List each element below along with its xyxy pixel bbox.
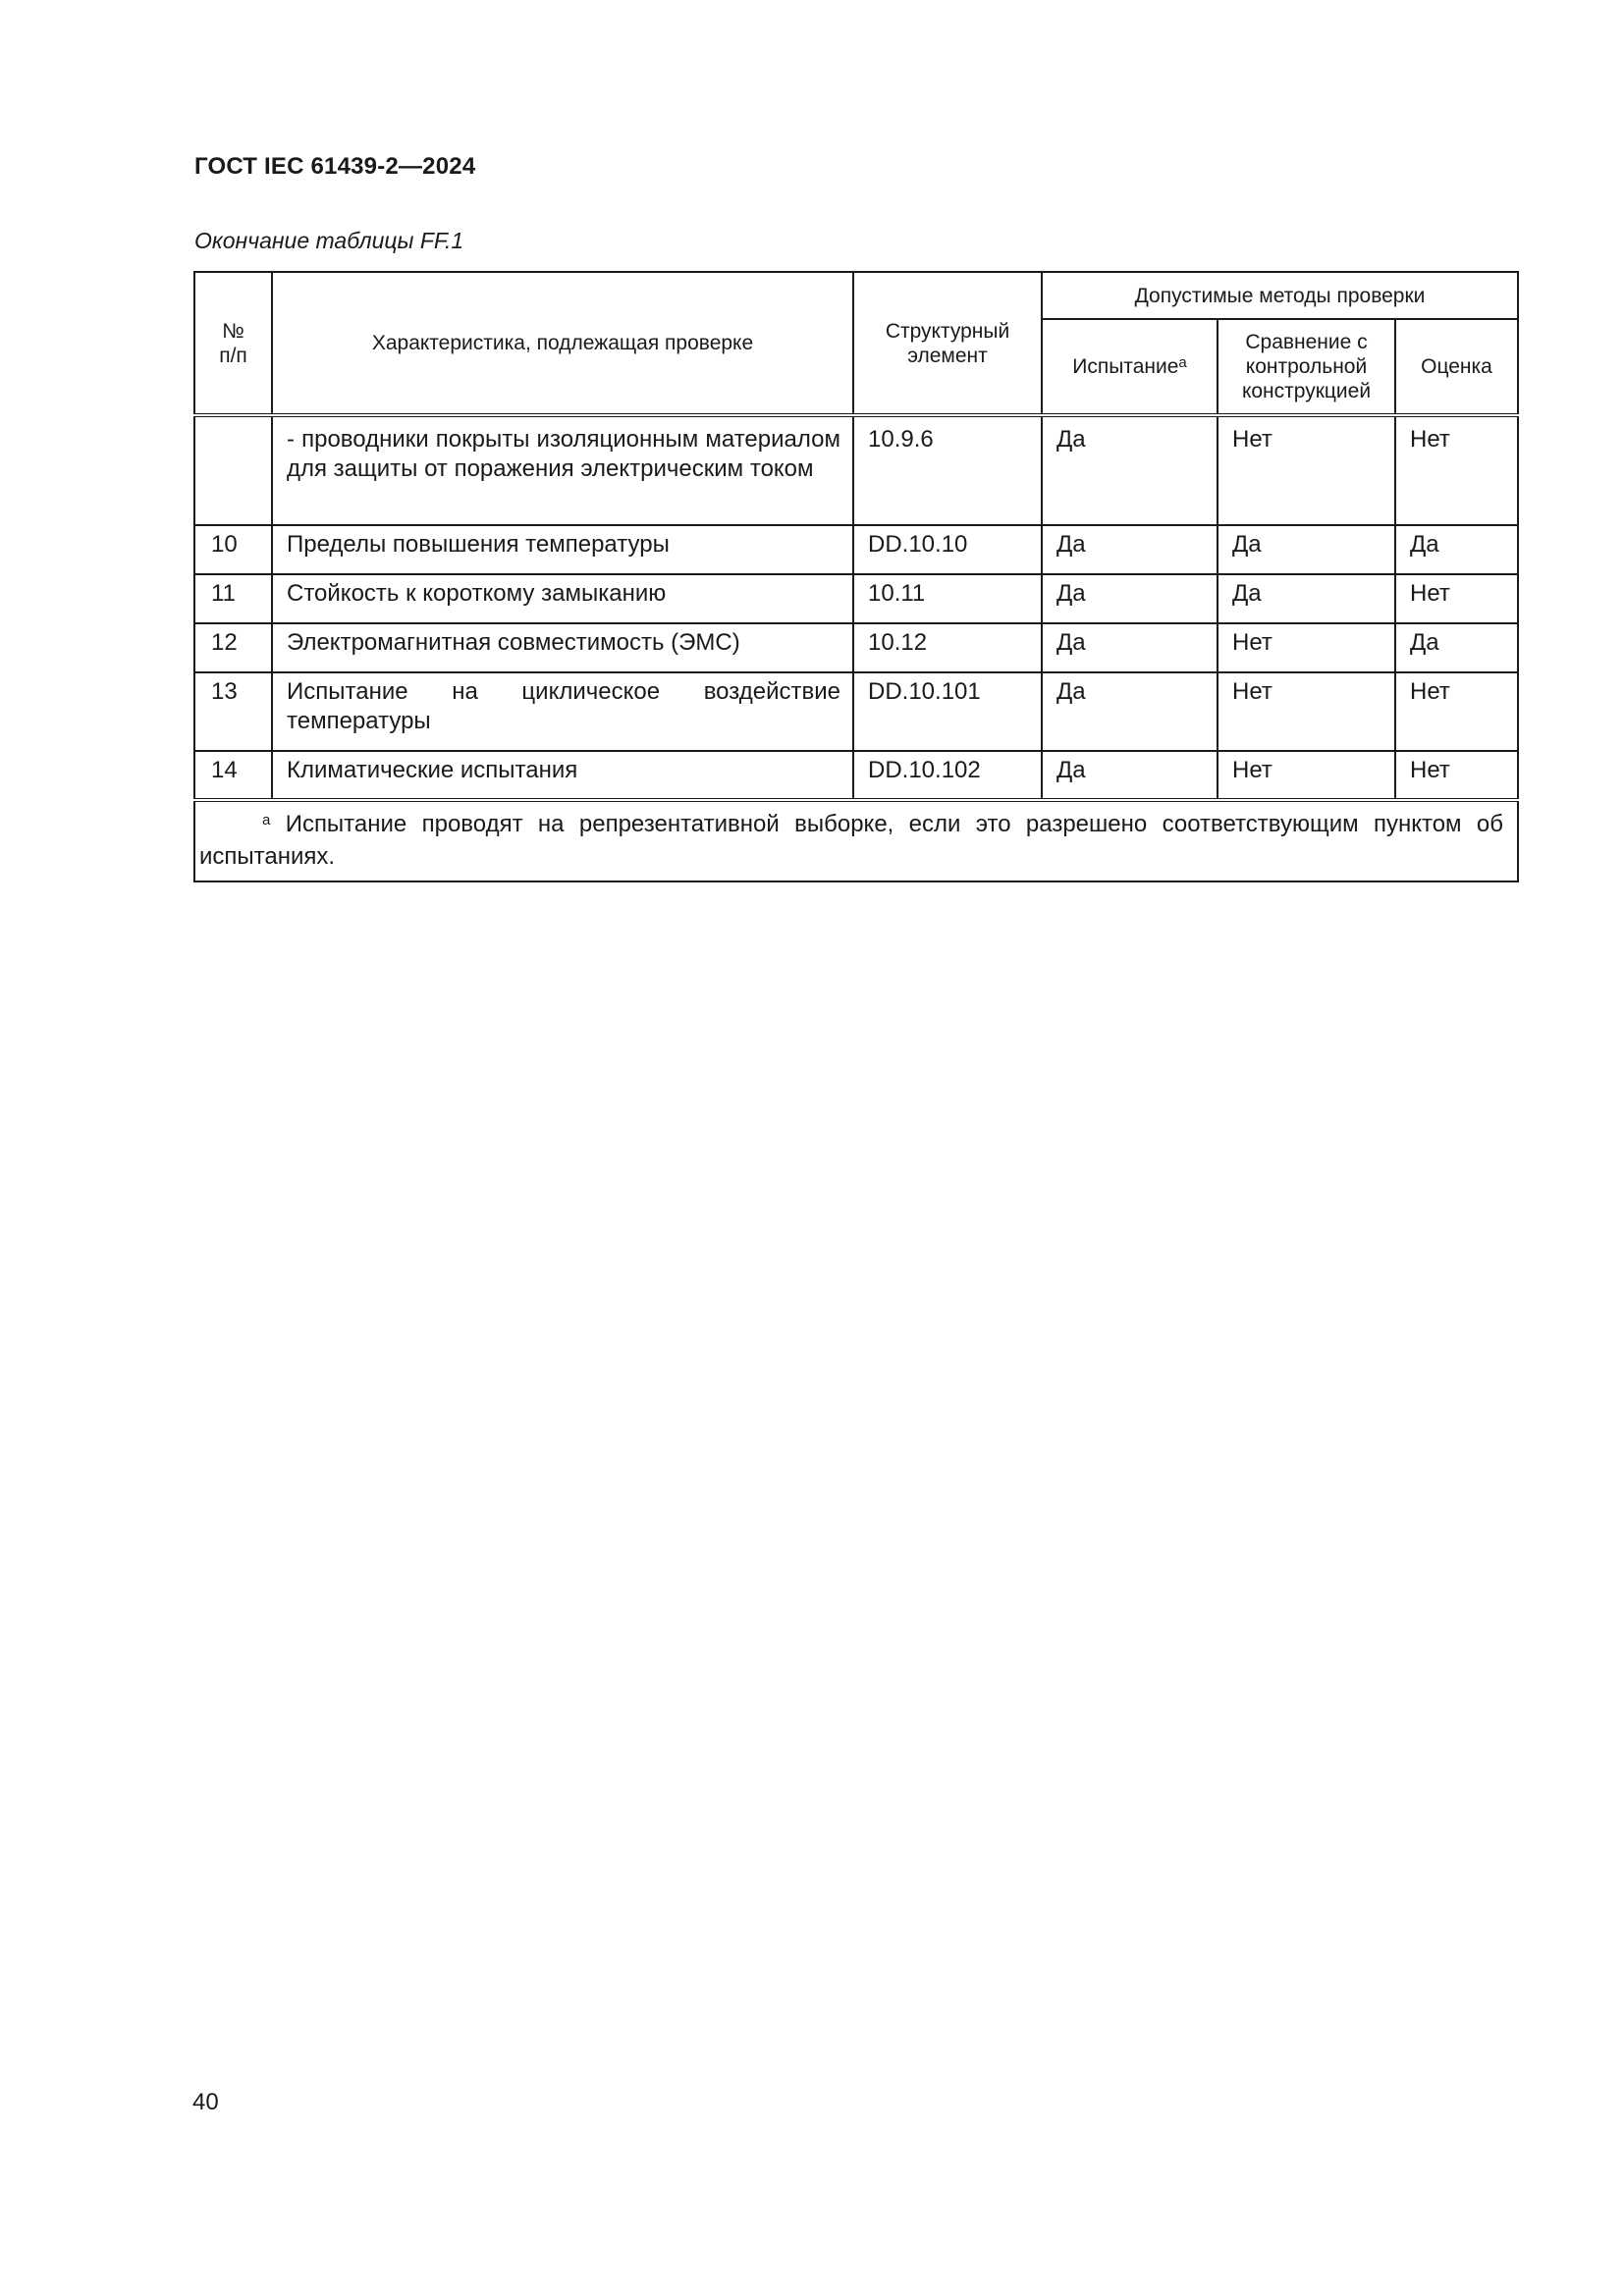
cell-characteristic: Пределы повышения температуры <box>272 525 853 574</box>
header-test: Испытание$^a$ <box>1042 319 1218 415</box>
table-row <box>194 751 1518 800</box>
footnote-marker: a <box>262 812 271 828</box>
cell-element: DD.10.101 <box>853 672 1042 751</box>
cell-comparison: Нет <box>1218 415 1395 525</box>
cell-element: 10.9.6 <box>853 415 1042 525</box>
cell-comparison: Нет <box>1218 623 1395 672</box>
footnote-row <box>194 800 1518 881</box>
page-number: 40 <box>192 2089 219 2115</box>
table-row <box>194 415 1518 525</box>
cell-element: 10.12 <box>853 623 1042 672</box>
footnote-mark: a <box>1178 354 1187 371</box>
cell-comparison: Нет <box>1218 751 1395 800</box>
cell-num: 11 <box>194 574 272 623</box>
cell-test: Да <box>1042 574 1218 623</box>
cell-characteristic: Климатические испытания <box>272 751 853 800</box>
table-row <box>194 574 1518 623</box>
table-header <box>194 272 1518 415</box>
table-row <box>194 672 1518 751</box>
header-evaluation: Оценка <box>1395 319 1518 415</box>
cell-test: Да <box>1042 672 1218 751</box>
cell-characteristic: Стойкость к короткому замыканию <box>272 574 853 623</box>
cell-comparison: Да <box>1218 574 1395 623</box>
cell-evaluation: Да <box>1395 623 1518 672</box>
cell-test: Да <box>1042 751 1218 800</box>
cell-evaluation: Нет <box>1395 415 1518 525</box>
document-header: ГОСТ IEC 61439-2—2024 <box>194 153 476 180</box>
cell-evaluation: Да <box>1395 525 1518 574</box>
cell-comparison: Нет <box>1218 672 1395 751</box>
cell-element: DD.10.102 <box>853 751 1042 800</box>
cell-element: 10.11 <box>853 574 1042 623</box>
table-footnote <box>194 800 1518 881</box>
footnote-text: Испытание проводят на репрезентативной выборке, если это разрешено соответствующим пунктом об испытаниях. <box>199 811 1503 870</box>
cell-element: DD.10.10 <box>853 525 1042 574</box>
table-row <box>194 623 1518 672</box>
cell-evaluation: Нет <box>1395 751 1518 800</box>
header-methods-group: Допустимые методы проверки <box>1042 272 1518 319</box>
header-element: Структурный элемент <box>853 272 1042 415</box>
cell-num: 10 <box>194 525 272 574</box>
cell-evaluation: Нет <box>1395 574 1518 623</box>
cell-num: 14 <box>194 751 272 800</box>
header-comparison: Сравнение с контрольной конструкцией <box>1218 319 1395 415</box>
header-characteristic: Характеристика, подлежащая проверке <box>272 272 853 415</box>
cell-num: 12 <box>194 623 272 672</box>
cell-test: Да <box>1042 525 1218 574</box>
cell-characteristic: - проводники покрыты изоляционным материалом для защиты от поражения электрическим током <box>272 415 853 525</box>
cell-test: Да <box>1042 623 1218 672</box>
cell-evaluation: Нет <box>1395 672 1518 751</box>
verification-table <box>193 271 1519 882</box>
cell-num <box>194 415 272 525</box>
cell-comparison: Да <box>1218 525 1395 574</box>
cell-test: Да <box>1042 415 1218 525</box>
table-row <box>194 525 1518 574</box>
cell-characteristic: Испытание на циклическое воздействие температуры <box>272 672 853 751</box>
table-caption: Окончание таблицы FF.1 <box>194 228 464 253</box>
header-num: № п/п <box>194 272 272 415</box>
cell-characteristic: Электромагнитная совместимость (ЭМС) <box>272 623 853 672</box>
cell-num: 13 <box>194 672 272 751</box>
